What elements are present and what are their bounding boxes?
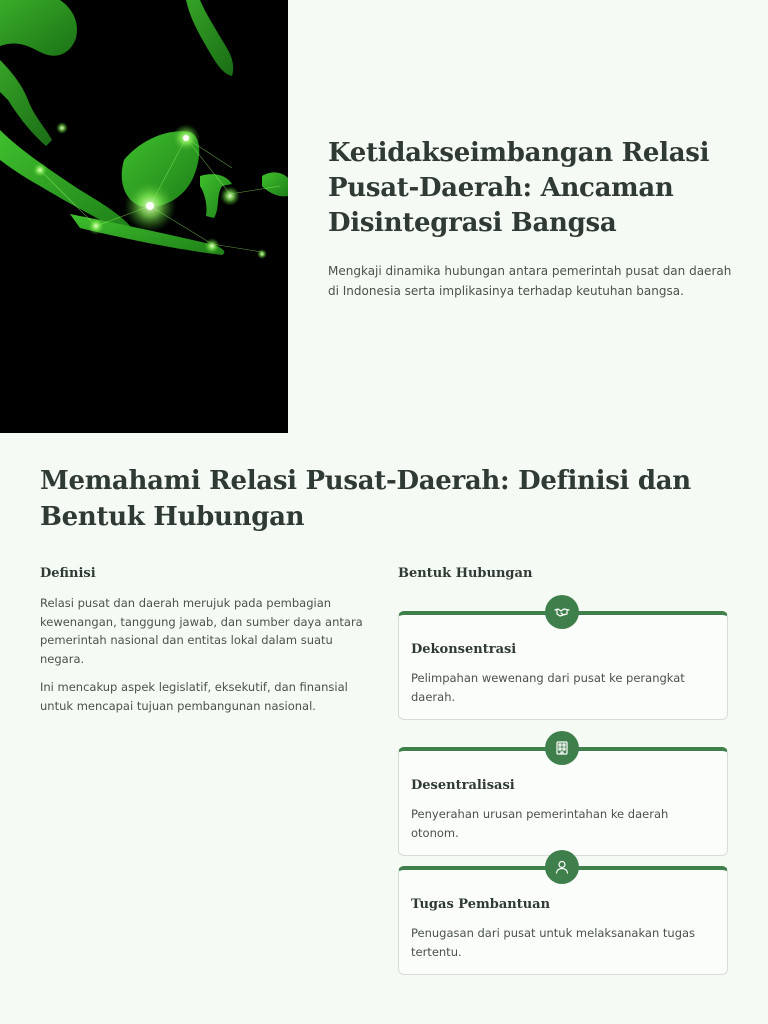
section-title: Memahami Relasi Pusat-Daerah: Definisi dan Bentuk Hubungan (40, 466, 691, 532)
definition-heading: Definisi (40, 566, 96, 581)
card-title: Tugas Pembantuan (411, 897, 551, 912)
card-description: Penyerahan urusan pemerintahan ke daerah otonom. (411, 807, 669, 840)
definition-column (40, 565, 370, 715)
forms-column (398, 565, 728, 959)
card-dekonsentrasi (398, 611, 728, 720)
definition-paragraph: Relasi pusat dan daerah merujuk pada pembagian kewenangan, tanggung jawab, dan sumber daya antara pemerintah nasional dan entitas lokal dalam suatu negara. (40, 596, 363, 666)
card-description: Penugasan dari pusat untuk melaksanakan tugas tertentu. (411, 926, 696, 959)
hero-map-image (0, 0, 288, 433)
card-title: Desentralisasi (411, 778, 515, 793)
person-icon (545, 850, 579, 884)
card-tugas-pembantuan (398, 866, 728, 975)
hero-subtitle: Mengkaji dinamika hubungan antara pemerintah pusat dan daerah di Indonesia serta implikasinya terhadap keutuhan bangsa. (328, 264, 732, 298)
card-title: Dekonsentrasi (411, 642, 517, 657)
relations-section (40, 463, 730, 959)
hero-title: Ketidakseimbangan Relasi Pusat-Daerah: Ancaman Disintegrasi Bangsa (328, 138, 710, 238)
card-desentralisasi (398, 747, 728, 856)
handshake-icon (545, 595, 579, 629)
hero-text-block (328, 136, 738, 301)
card-description: Pelimpahan wewenang dari pusat ke perangkat daerah. (411, 671, 685, 704)
indonesia-map-illustration (0, 0, 288, 433)
building-icon (545, 731, 579, 765)
forms-heading: Bentuk Hubungan (398, 566, 533, 581)
definition-paragraph: Ini mencakup aspek legislatif, eksekutif, dan finansial untuk mencapai tujuan pembangunan nasional. (40, 680, 348, 713)
